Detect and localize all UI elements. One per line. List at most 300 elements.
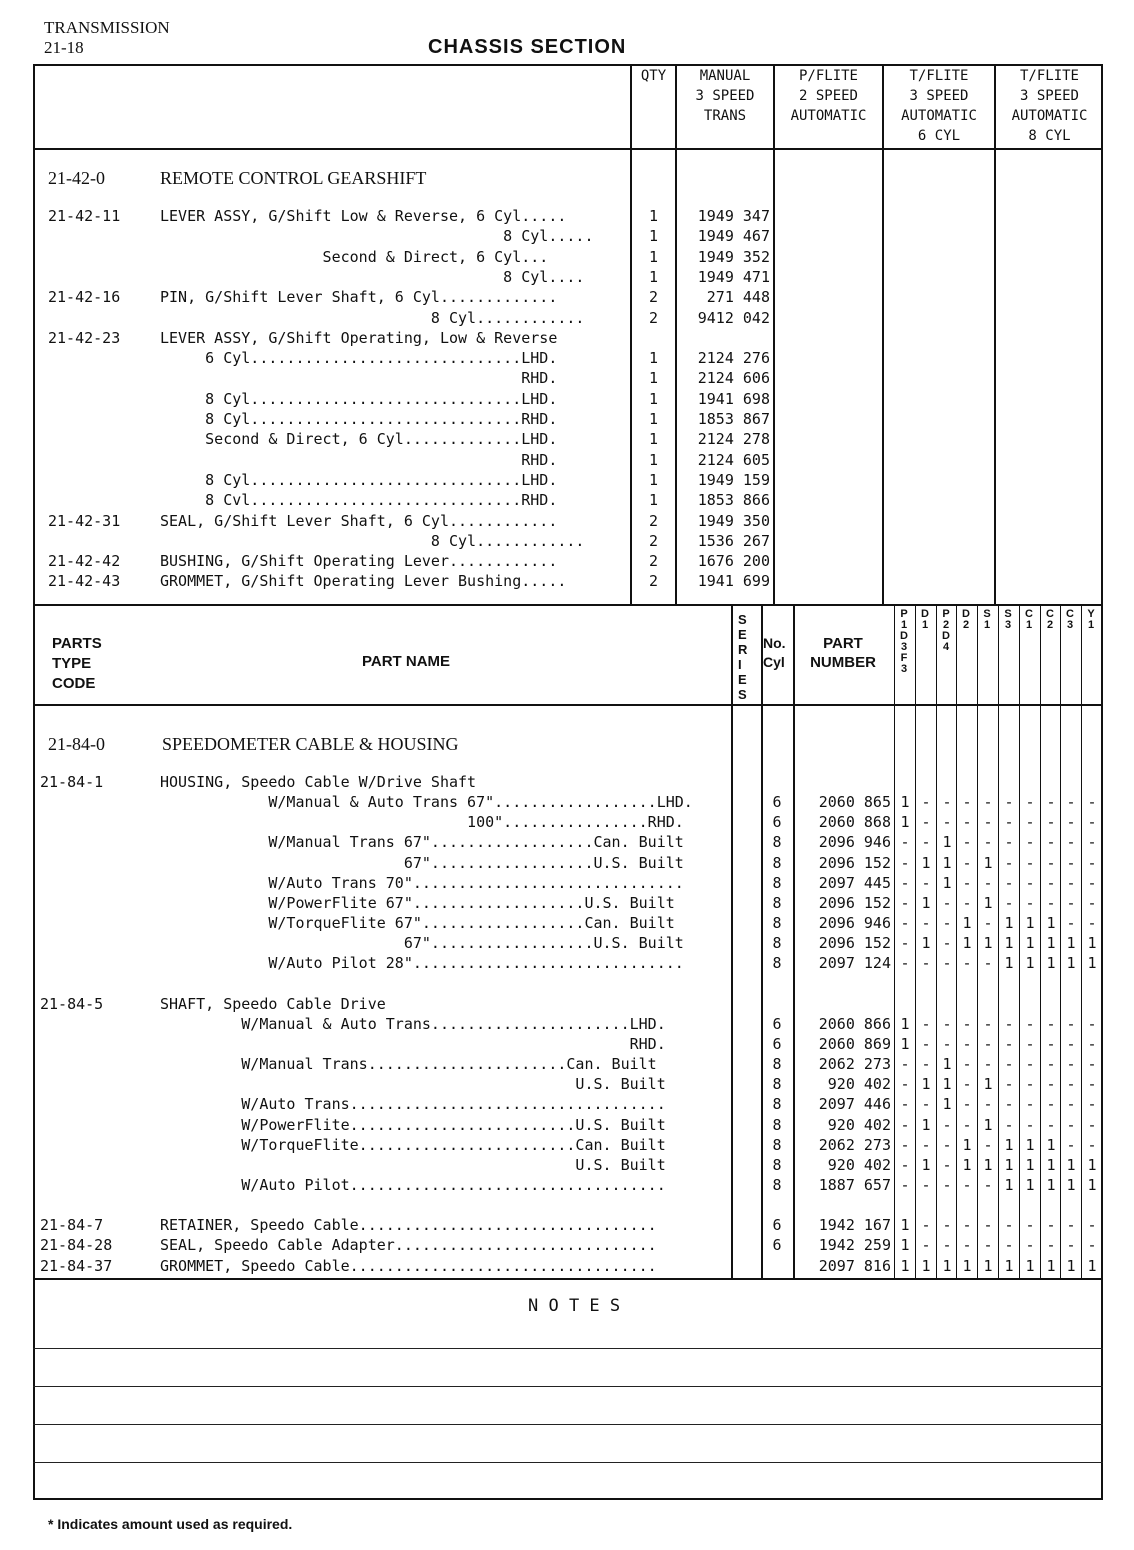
no-cyl: 8 [772,1075,782,1093]
part-code: 21-84-1 [40,773,104,791]
part-qty: 1 [648,390,659,408]
part-number: 2062 273 [818,1055,891,1073]
divider [773,64,775,606]
no-cyl: 6 [772,1015,782,1033]
usage-mark: - [942,934,952,952]
part-qty: 2 [648,309,659,327]
usage-mark: - [900,1116,910,1134]
section-label: TRANSMISSION [44,18,170,37]
usage-mark: - [1087,894,1097,912]
usage-mark: - [942,954,952,972]
usage-mark: - [983,1216,993,1234]
usage-mark: - [1087,833,1097,851]
part-number: 1942 259 [818,1236,891,1254]
usage-mark: 1 [983,1257,993,1275]
part-number: 2124 606 [697,369,770,387]
part-qty: 1 [648,471,659,489]
usage-mark: 1 [983,894,993,912]
usage-mark: - [1066,914,1076,932]
usage-mark: - [942,1136,952,1154]
model-divider [998,604,999,1280]
usage-mark: - [983,1095,993,1113]
part-desc: 67"..................U.S. Built [160,934,684,952]
usage-mark: - [1066,1015,1076,1033]
usage-mark: - [900,934,910,952]
usage-mark: - [1066,1035,1076,1053]
part-number: 2096 946 [818,833,891,851]
usage-mark: - [1025,874,1035,892]
usage-mark: - [1066,1095,1076,1113]
usage-mark: - [921,1035,931,1053]
part-number: 1949 159 [697,471,770,489]
group-name-2: SPEEDOMETER CABLE & HOUSING [162,734,459,754]
notes-line [33,1424,1103,1425]
part-number: 1941 698 [697,390,770,408]
usage-mark: - [900,1095,910,1113]
part-qty: 1 [648,248,659,266]
part-desc: 8 Cyl............ [160,309,585,327]
part-desc: Second & Direct, 6 Cyl... [160,248,549,266]
model-divider [956,604,957,1280]
usage-mark: - [983,833,993,851]
usage-mark: - [1004,854,1014,872]
usage-mark: 1 [1004,1156,1014,1174]
usage-mark: - [942,1015,952,1033]
usage-mark: 1 [1004,1176,1014,1194]
usage-mark: - [900,1176,910,1194]
usage-mark: - [1046,1095,1056,1113]
usage-mark: 1 [921,1257,931,1275]
usage-mark: - [900,1075,910,1093]
usage-mark: - [900,894,910,912]
part-number: 1949 350 [697,512,770,530]
model-divider [915,604,916,1280]
usage-mark: - [1025,1035,1035,1053]
part-code: 21-42-42 [48,552,121,570]
part-number: 1942 167 [818,1216,891,1234]
usage-mark: - [1087,914,1097,932]
usage-mark: 1 [1087,1257,1097,1275]
usage-mark: - [942,914,952,932]
usage-mark: - [1066,1136,1076,1154]
head-series: S E R I E S [738,612,748,702]
part-desc: BUSHING, G/Shift Operating Lever............ [160,552,558,570]
usage-mark: 1 [1087,1156,1097,1174]
part-desc: U.S. Built [160,1156,666,1174]
part-desc: HOUSING, Speedo Cable W/Drive Shaft [160,773,477,791]
usage-mark: - [1025,1095,1035,1113]
part-desc: U.S. Built [160,1075,666,1093]
usage-mark: 1 [900,813,910,831]
usage-mark: 1 [900,1257,910,1275]
usage-mark: 1 [921,894,931,912]
part-desc: W/PowerFlite 67"...................U.S. Built [160,894,675,912]
usage-mark: 1 [900,1035,910,1053]
no-cyl: 6 [772,793,782,811]
usage-mark: - [1066,854,1076,872]
usage-mark: - [1025,1055,1035,1073]
part-number: 1853 867 [697,410,770,428]
part-code: 21-42-11 [48,207,121,225]
usage-mark: - [900,1156,910,1174]
usage-mark: - [1025,793,1035,811]
no-cyl: 8 [772,1095,782,1113]
usage-mark: - [921,833,931,851]
part-desc: LEVER ASSY, G/Shift Operating, Low & Reverse [160,329,558,347]
usage-mark: 1 [983,854,993,872]
part-desc: 8 Cyl..............................RHD. [160,410,558,428]
usage-mark: 1 [900,1216,910,1234]
usage-mark: - [962,1055,972,1073]
part-desc: SHAFT, Speedo Cable Drive [160,995,386,1013]
model-header: D 1 [921,608,929,631]
part-number: 2124 278 [697,430,770,448]
usage-mark: 1 [983,1156,993,1174]
usage-mark: - [1004,1075,1014,1093]
usage-mark: - [900,833,910,851]
part-code: 21-42-43 [48,572,121,590]
usage-mark: 1 [942,854,952,872]
usage-mark: - [1004,813,1014,831]
usage-mark: - [1046,1116,1056,1134]
usage-mark: - [1004,1116,1014,1134]
usage-mark: - [1004,1236,1014,1254]
no-cyl: 8 [772,894,782,912]
footnote: * Indicates amount used as required. [48,1516,293,1532]
usage-mark: 1 [921,1156,931,1174]
usage-mark: 1 [942,874,952,892]
usage-mark: - [921,1015,931,1033]
usage-mark: 1 [1046,1257,1056,1275]
usage-mark: - [1025,894,1035,912]
part-qty: 2 [648,552,659,570]
model-divider [1060,604,1061,1280]
usage-mark: 1 [1066,1257,1076,1275]
part-qty: 2 [648,512,659,530]
head-no-cyl: No. Cyl [763,635,786,670]
usage-mark: - [1087,1055,1097,1073]
usage-mark: - [962,1176,972,1194]
part-desc: 8 Cyl..... [160,227,594,245]
part-number: 2060 865 [818,793,891,811]
usage-mark: - [1087,854,1097,872]
part-desc: W/Manual Trans......................Can. Built [160,1055,657,1073]
part-number: 2096 946 [818,914,891,932]
usage-mark: - [983,1136,993,1154]
head-parts-type-code: PARTS TYPE CODE [52,635,102,692]
part-desc: RHD. [160,1035,666,1053]
part-number: 2097 445 [818,874,891,892]
usage-mark: 1 [900,793,910,811]
usage-mark: - [1066,1216,1076,1234]
usage-mark: 1 [962,1136,972,1154]
usage-mark: - [1087,1216,1097,1234]
usage-mark: - [1066,894,1076,912]
part-qty: 1 [648,451,659,469]
usage-mark: 1 [942,1257,952,1275]
col-tflite-6: T/FLITE 3 SPEED AUTOMATIC 6 CYL [901,68,977,144]
divider [33,148,1103,150]
no-cyl: 8 [772,954,782,972]
usage-mark: 1 [1046,934,1056,952]
part-number: 1949 471 [697,268,770,286]
no-cyl: 8 [772,833,782,851]
usage-mark: - [1087,1075,1097,1093]
part-desc: W/Manual & Auto Trans......................LHD. [160,1015,666,1033]
part-number: 2096 152 [818,894,891,912]
usage-mark: 1 [1046,1156,1056,1174]
head-part-number: PART NUMBER [810,635,876,671]
part-desc: W/TorqueFlite 67"..................Can. Built [160,914,675,932]
usage-mark: - [1004,1095,1014,1113]
part-number: 1853 866 [697,491,770,509]
usage-mark: - [1004,793,1014,811]
no-cyl: 8 [772,1055,782,1073]
usage-mark: - [1087,1035,1097,1053]
part-number: 2096 152 [818,854,891,872]
usage-mark: 1 [1004,934,1014,952]
model-header: C 1 [1025,608,1033,631]
usage-mark: - [921,954,931,972]
col-tflite-8: T/FLITE 3 SPEED AUTOMATIC 8 CYL [1011,68,1088,144]
usage-mark: - [1087,1015,1097,1033]
part-desc: GROMMET, Speedo Cable.................................. [160,1257,657,1275]
usage-mark: 1 [1087,954,1097,972]
usage-mark: - [1025,1116,1035,1134]
usage-mark: 1 [962,1257,972,1275]
usage-mark: - [1046,854,1056,872]
usage-mark: - [962,1075,972,1093]
part-desc: GROMMET, G/Shift Operating Lever Bushing..... [160,572,567,590]
usage-mark: - [962,833,972,851]
usage-mark: - [962,894,972,912]
model-header: P 2 D 4 [942,608,950,653]
usage-mark: 1 [1025,1176,1035,1194]
usage-mark: - [962,793,972,811]
usage-mark: 1 [1046,954,1056,972]
part-desc: W/Auto Pilot................................... [160,1176,666,1194]
part-qty: 1 [648,369,659,387]
no-cyl: 8 [772,1176,782,1194]
part-number: 1676 200 [697,552,770,570]
notes-line [33,1348,1103,1349]
model-divider [936,604,937,1280]
part-code: 21-42-23 [48,329,121,347]
usage-mark: - [921,1095,931,1113]
part-number: 271 448 [706,288,770,306]
part-number: 1941 699 [697,572,770,590]
usage-mark: - [962,1216,972,1234]
usage-mark: 1 [962,934,972,952]
part-code: 21-42-31 [48,512,121,530]
page-title: CHASSIS SECTION [428,36,627,58]
usage-mark: - [962,954,972,972]
usage-mark: 1 [1066,934,1076,952]
usage-mark: - [983,793,993,811]
usage-mark: - [942,1216,952,1234]
part-code: 21-42-16 [48,288,121,306]
divider [33,1278,1103,1280]
part-number: 1949 352 [697,248,770,266]
head-part-name: PART NAME [362,653,451,670]
usage-mark: 1 [1025,934,1035,952]
usage-mark: - [1087,874,1097,892]
usage-mark: - [942,1156,952,1174]
usage-mark: - [942,1236,952,1254]
part-code: 21-84-7 [40,1216,104,1234]
part-number: 1949 467 [697,227,770,245]
usage-mark: - [942,894,952,912]
usage-mark: 1 [900,1015,910,1033]
usage-mark: - [983,1035,993,1053]
usage-mark: 1 [1004,954,1014,972]
model-header: Y 1 [1087,608,1095,631]
col-manual: MANUAL 3 SPEED TRANS [695,68,755,124]
col-pflite: P/FLITE 2 SPEED AUTOMATIC [790,68,867,124]
usage-mark: - [1004,1035,1014,1053]
usage-mark: - [921,1216,931,1234]
part-number: 1949 347 [697,207,770,225]
part-desc: 67"..................U.S. Built [160,854,684,872]
usage-mark: - [962,1015,972,1033]
usage-mark: 1 [1046,1176,1056,1194]
usage-mark: - [962,813,972,831]
usage-mark: - [962,1236,972,1254]
usage-mark: - [1066,793,1076,811]
usage-mark: - [942,1116,952,1134]
usage-mark: - [962,1116,972,1134]
usage-mark: 1 [1025,1156,1035,1174]
usage-mark: - [1087,1116,1097,1134]
divider [33,704,1103,706]
part-desc: 8 Cyl............ [160,532,585,550]
model-header: C 2 [1046,608,1054,631]
part-number: 2060 866 [818,1015,891,1033]
no-cyl: 8 [772,1156,782,1174]
usage-mark: - [1025,854,1035,872]
usage-mark: - [983,1236,993,1254]
part-desc: 6 Cyl..............................LHD. [160,349,558,367]
usage-mark: - [1004,894,1014,912]
usage-mark: 1 [921,1075,931,1093]
usage-mark: - [1046,1015,1056,1033]
part-number: 2060 869 [818,1035,891,1053]
part-qty: 1 [648,207,659,225]
usage-mark: - [900,1136,910,1154]
usage-mark: - [983,1055,993,1073]
usage-mark: 1 [1004,1257,1014,1275]
part-number: 9412 042 [697,309,770,327]
no-cyl: 6 [772,1216,782,1234]
usage-mark: - [1025,1236,1035,1254]
part-desc: LEVER ASSY, G/Shift Low & Reverse, 6 Cyl..... [160,207,567,225]
usage-mark: 1 [1066,1156,1076,1174]
usage-mark: - [1025,1216,1035,1234]
part-desc: W/TorqueFlite........................Can. Built [160,1136,666,1154]
usage-mark: - [1087,1095,1097,1113]
part-desc: 8 Cyl..............................LHD. [160,390,558,408]
usage-mark: - [921,1236,931,1254]
usage-mark: - [900,854,910,872]
usage-mark: - [1025,813,1035,831]
usage-mark: - [962,854,972,872]
usage-mark: 1 [1087,1176,1097,1194]
no-cyl: 8 [772,934,782,952]
part-number: 2097 816 [818,1257,891,1275]
no-cyl: 8 [772,914,782,932]
model-header: C 3 [1066,608,1074,631]
usage-mark: - [1066,1236,1076,1254]
usage-mark: - [1004,1055,1014,1073]
part-qty: 1 [648,268,659,286]
usage-mark: 1 [1004,1136,1014,1154]
usage-mark: 1 [942,1095,952,1113]
usage-mark: - [1087,1236,1097,1254]
group-code: 21-42-0 [48,168,105,188]
usage-mark: - [1087,813,1097,831]
usage-mark: - [1046,1035,1056,1053]
usage-mark: - [942,1176,952,1194]
usage-mark: - [921,813,931,831]
part-desc: RETAINER, Speedo Cable................................. [160,1216,657,1234]
part-desc: W/Manual Trans 67"..................Can. Built [160,833,684,851]
usage-mark: 1 [921,934,931,952]
usage-mark: - [942,813,952,831]
usage-mark: 1 [921,1116,931,1134]
usage-mark: - [1004,1015,1014,1033]
usage-mark: - [1046,813,1056,831]
part-number: 2060 868 [818,813,891,831]
model-divider [894,604,895,1280]
no-cyl: 6 [772,813,782,831]
usage-mark: - [1025,833,1035,851]
usage-mark: 1 [983,934,993,952]
usage-mark: - [962,1095,972,1113]
no-cyl: 6 [772,1236,782,1254]
part-desc: SEAL, Speedo Cable Adapter............................. [160,1236,657,1254]
usage-mark: - [1004,833,1014,851]
usage-mark: - [900,874,910,892]
usage-mark: - [1046,1216,1056,1234]
usage-mark: 1 [942,1055,952,1073]
usage-mark: 1 [983,1075,993,1093]
usage-mark: - [1087,1136,1097,1154]
usage-mark: 1 [1025,914,1035,932]
model-divider [1081,604,1082,1280]
usage-mark: - [1004,1216,1014,1234]
part-qty: 2 [648,288,659,306]
usage-mark: - [983,874,993,892]
usage-mark: 1 [1004,914,1014,932]
part-qty: 1 [648,410,659,428]
part-number: 2062 273 [818,1136,891,1154]
part-number: 2124 276 [697,349,770,367]
no-cyl: 8 [772,1136,782,1154]
part-number: 920 402 [827,1075,891,1093]
part-number: 920 402 [827,1116,891,1134]
usage-mark: 1 [1087,934,1097,952]
usage-mark: 1 [942,833,952,851]
usage-mark: - [962,874,972,892]
part-desc: PIN, G/Shift Lever Shaft, 6 Cyl............. [160,288,558,306]
usage-mark: - [1046,793,1056,811]
part-qty: 2 [648,572,659,590]
part-desc: SEAL, G/Shift Lever Shaft, 6 Cyl............ [160,512,558,530]
model-divider [1019,604,1020,1280]
no-cyl: 8 [772,1116,782,1134]
usage-mark: - [983,1176,993,1194]
usage-mark: - [1025,1075,1035,1093]
